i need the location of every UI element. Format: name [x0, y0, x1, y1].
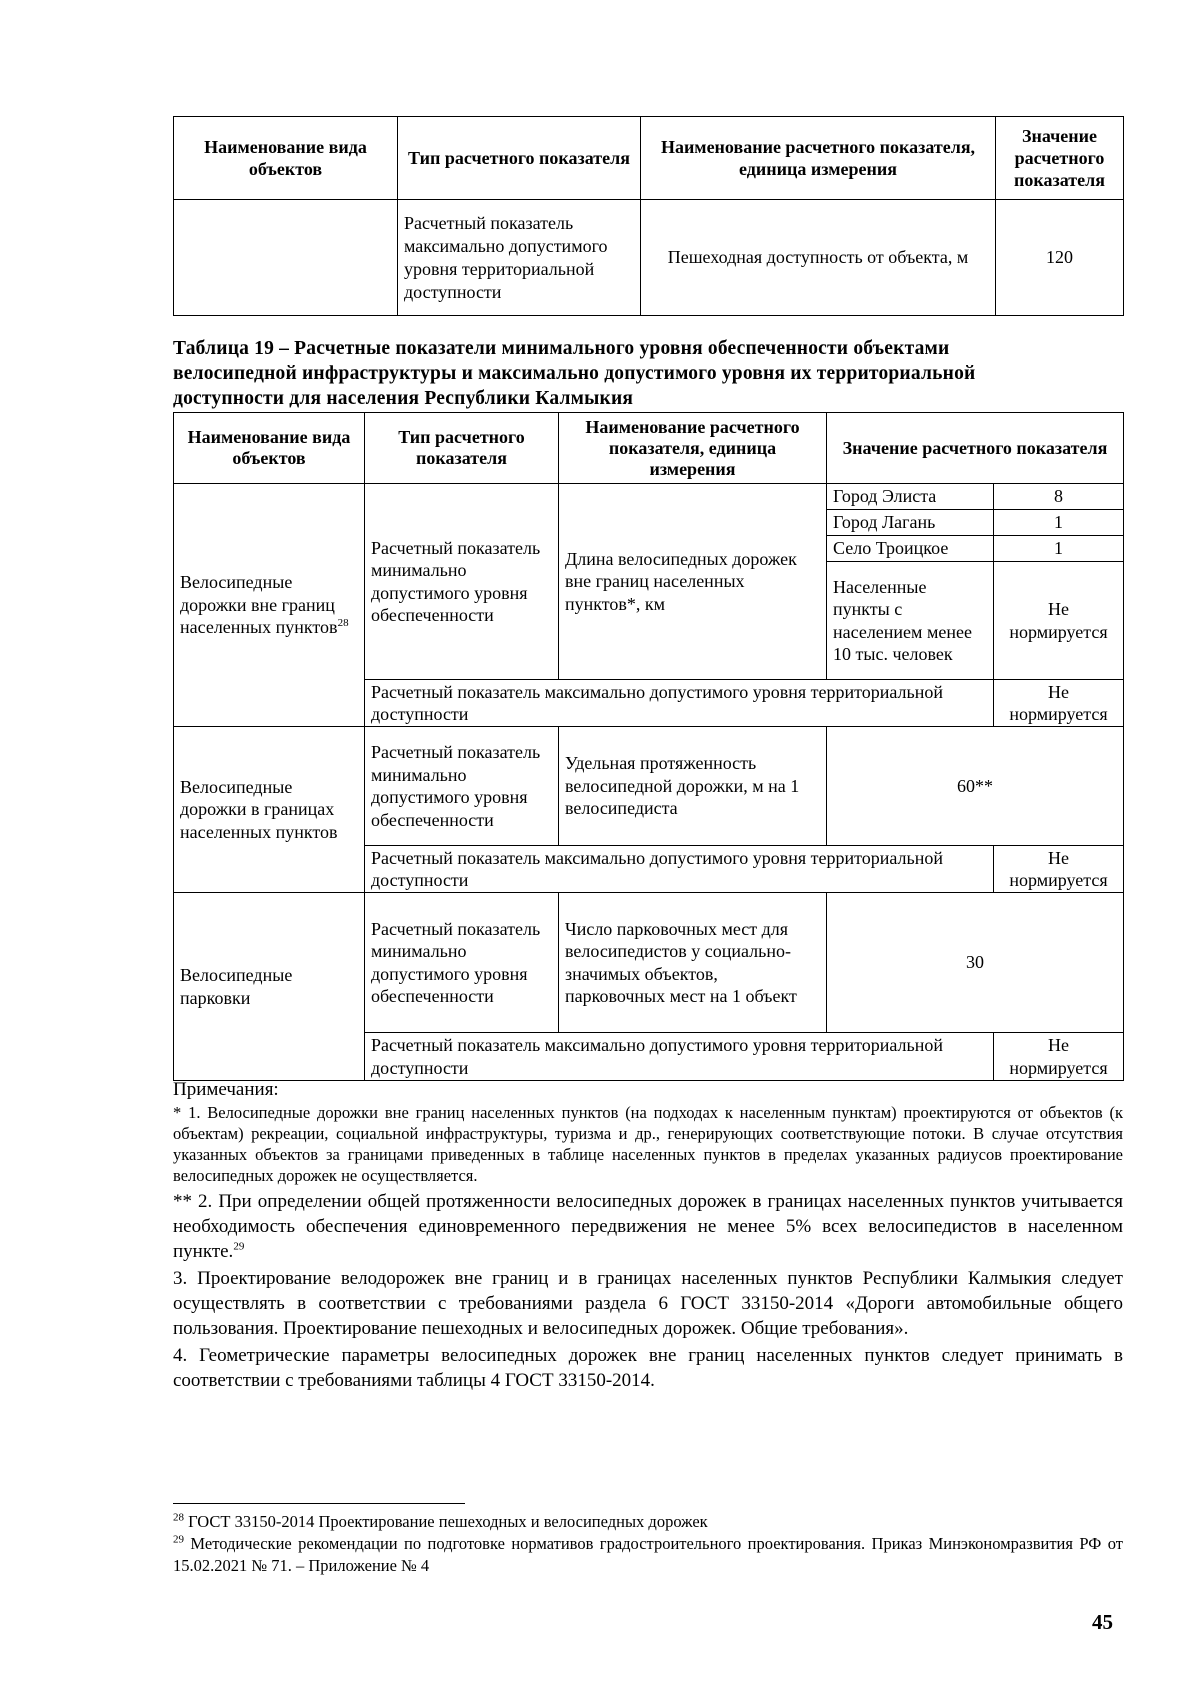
header-object-type: Наименование вида объектов	[174, 413, 365, 484]
note-1: * 1. Велосипедные дорожки вне границ населенных пунктов (на подходах к населенным пунктам) проектируются от объектов (к объектам) рекреации, социальной инфраструктуры, туризма и др., генерирующих соответствующие потоки. В случае отсутствия указанных объектов за границами приведенных в таблице населенных пунктов в пределах указанных радиусов проектирование велосипедных дорожек не осуществляется.	[173, 1103, 1123, 1185]
header-indicator-name: Наименование расчетного показателя, единица измерения	[641, 117, 996, 200]
cell-indicator-type: Расчетный показатель минимально допустимого уровня обеспеченности	[365, 484, 559, 680]
cell-access-value: Не нормируется	[994, 680, 1124, 727]
footnote-divider	[173, 1503, 465, 1504]
note-2: ** 2. При определении общей протяженности велосипедных дорожек в границах населенных пунктов учитывается необходимость обеспечения единовременного передвижения не менее 5% всех велосипедистов в населенном пункте.$^{29}$	[173, 1191, 1123, 1262]
cell-indicator-value: 30	[827, 893, 1124, 1033]
header-indicator-name: Наименование расчетного показателя, единица измерения	[559, 413, 827, 484]
caption-line-3: доступности для населения Республики Калмыкия	[173, 388, 634, 409]
cell-access-value: Не нормируется	[994, 1033, 1124, 1081]
cell-object-bike-parking: Велосипедные парковки	[174, 893, 365, 1081]
cell-object	[174, 200, 398, 316]
table-row	[174, 200, 1124, 316]
header-indicator-type: Тип расчетного показателя	[365, 413, 559, 484]
cell-indicator-name: Длина велосипедных дорожек вне границ населенных пунктов*, км	[559, 484, 827, 680]
caption-line-1: Таблица 19 – Расчетные показатели минимального уровня обеспеченности объектами	[173, 338, 950, 359]
cell-indicator-name: Удельная протяженность велосипедной дорожки, м на 1 велосипедиста	[559, 727, 827, 846]
cell-indicator-value: 120	[996, 200, 1124, 316]
table-row	[174, 727, 1124, 846]
cell-city-value: 1	[994, 510, 1124, 536]
footnote-28: $^{28}$ ГОСТ 33150-2014 Проектирование пешеходных и велосипедных дорожек	[173, 1511, 708, 1531]
cell-access-value: Не нормируется	[994, 846, 1124, 893]
table-19	[173, 412, 1124, 1081]
note-3: 3. Проектирование велодорожек вне границ и в границах населенных пунктов Республики Калмыкия следует осуществлять в соответствии с требованиями раздела 6 ГОСТ 33150-2014 «Дороги автомобильные общего пользования. Проектирование пешеходных и велосипедных дорожек. Общие требования».	[173, 1268, 1123, 1339]
cell-object-bike-paths-inside: Велосипедные дорожки в границах населенных пунктов	[174, 727, 365, 893]
cell-access-label: Расчетный показатель максимально допустимого уровня территориальной доступности	[365, 846, 994, 893]
cell-city: Населенные пункты с населением менее 10 тыс. человек	[827, 562, 994, 680]
caption-line-2: велосипедной инфраструктуры и максимально допустимого уровня их территориальной	[173, 363, 976, 384]
header-object-type: Наименование вида объектов	[174, 117, 398, 200]
note-4: 4. Геометрические параметры велосипедных дорожек вне границ населенных пунктов следует принимать в соответствии с требованиями таблицы 4 ГОСТ 33150-2014.	[173, 1345, 1123, 1391]
cell-city: Город Элиста	[827, 484, 994, 510]
footnotes	[173, 1511, 1123, 1577]
continuation-table	[173, 116, 1124, 316]
notes-title: Примечания:	[173, 1079, 279, 1100]
cell-city-value: 8	[994, 484, 1124, 510]
cell-indicator-type: Расчетный показатель максимально допустимого уровня территориальной доступности	[398, 200, 641, 316]
cell-object-bike-paths-outside: Велосипедные дорожки вне границ населенных пунктов$^{28}$	[174, 484, 365, 727]
table-row	[174, 484, 1124, 510]
cell-city-value: 1	[994, 536, 1124, 562]
header-indicator-value: Значение расчетного показателя	[996, 117, 1124, 200]
page-number: 45	[1092, 1610, 1113, 1634]
cell-indicator-type: Расчетный показатель минимально допустимого уровня обеспеченности	[365, 893, 559, 1033]
table-header-row	[174, 117, 1124, 200]
cell-indicator-value: 60**	[827, 727, 1124, 846]
cell-city: Город Лагань	[827, 510, 994, 536]
table-header-row	[174, 413, 1124, 484]
cell-city: Село Троицкое	[827, 536, 994, 562]
cell-access-label: Расчетный показатель максимально допустимого уровня территориальной доступности	[365, 680, 994, 727]
footnote-ref: 29	[233, 1240, 245, 1253]
header-indicator-type: Тип расчетного показателя	[398, 117, 641, 200]
cell-indicator-name: Число парковочных мест для велосипедистов у социально-значимых объектов, парковочных мест на 1 объект	[559, 893, 827, 1033]
cell-access-label: Расчетный показатель максимально допустимого уровня территориальной доступности	[365, 1033, 994, 1081]
footnote-ref: 28	[337, 617, 349, 630]
table-caption	[173, 336, 1123, 411]
table-row	[174, 893, 1124, 1033]
cell-indicator-name: Пешеходная доступность от объекта, м	[641, 200, 996, 316]
header-indicator-value: Значение расчетного показателя	[827, 413, 1124, 484]
notes-section	[173, 1078, 1123, 1395]
cell-indicator-type: Расчетный показатель минимально допустимого уровня обеспеченности	[365, 727, 559, 846]
footnote-29: $^{29}$ Методические рекомендации по подготовке нормативов градостроительного проектирования. Приказ Минэкономразвития РФ от 15.02.2021 № 71. – Приложение № 4	[173, 1533, 1123, 1575]
cell-city-value: Не нормируется	[994, 562, 1124, 680]
